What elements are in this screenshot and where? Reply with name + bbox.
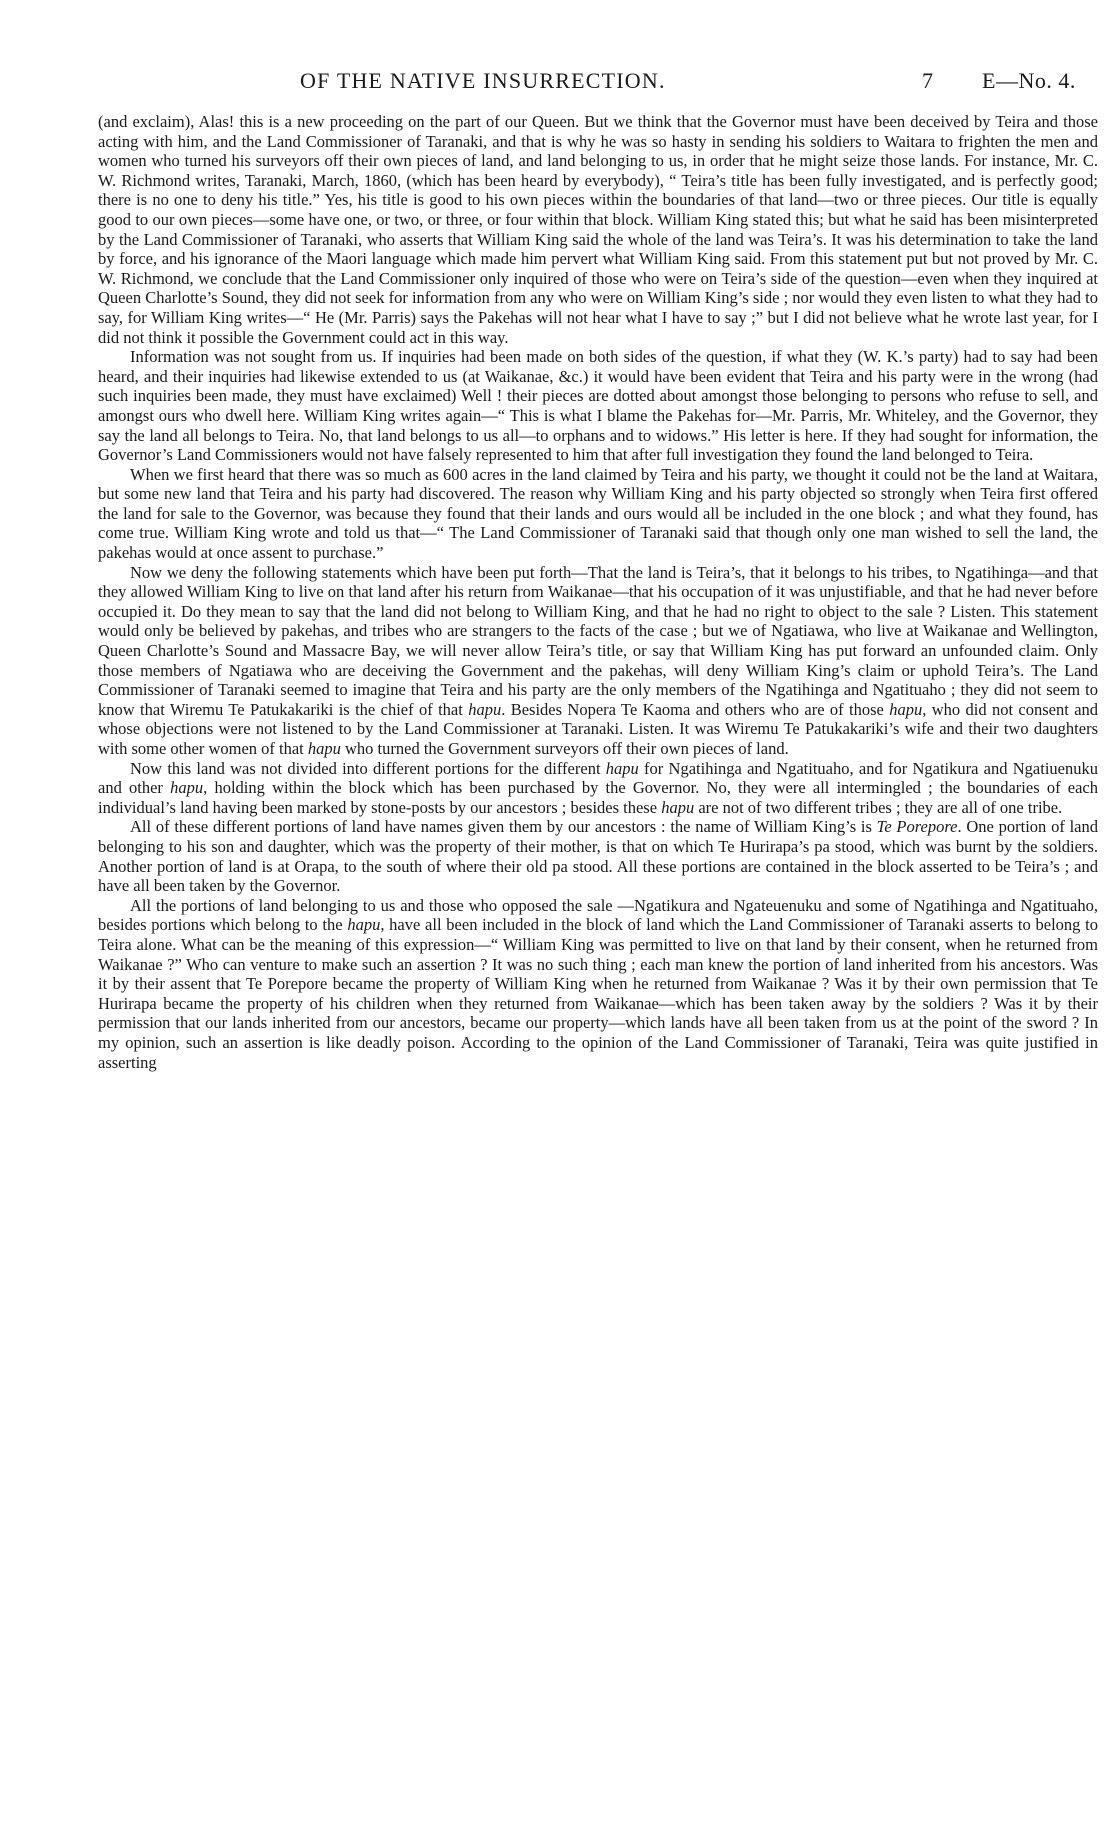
running-title: OF THE NATIVE INSURRECTION. <box>300 68 666 93</box>
italic-term: hapu <box>661 797 695 817</box>
body-text <box>98 112 1098 1072</box>
paragraph: Now this land was not divided into different portions for the different hapu for Ngatihinga and Ngatituaho, and for Ngatikura and Ngatiuenuku and other hapu, holding within the block which has been purchased by the Governor. No, they were all intermingled ; the boundaries of each individual’s land having been marked by stone-posts by our ancestors ; besides these hapu are not of two different tribes ; they are all of one tribe. <box>98 758 1098 817</box>
paragraph: When we first heard that there was so much as 600 acres in the land claimed by Teira and his party, we thought it could not be the land at Waitara, but some new land that Teira and his party had discovered. The reason why William King and his party objected so strongly when Teira first offered the land for sale to the Governor, was because they found that their lands and ours would all be included in the one block ; and what they found, has come true. William King wrote and told us that—“ The Land Commissioner of Taranaki said that though only one man wished to sell the land, the pakehas would at once assent to purchase.” <box>98 464 1098 563</box>
italic-term: hapu <box>468 699 502 719</box>
paragraph: (and exclaim), Alas! this is a new proceeding on the part of our Queen. But we think that the Governor must have been deceived by Teira and those acting with him, and the Land Commissioner of Taranaki, and that is why he was so hasty in sending his soldiers to Waitara to frighten the men and women who turned his surveyors off their own pieces of land, and land belonging to us, in order that he might seize those lands. For instance, Mr. C. W. Richmond writes, Taranaki, March, 1860, (which has been heard by everybody), “ Teira’s title has been fully investigated, and is perfectly good; there is no one to deny his title.” Yes, his title is good to his own pieces within the boundaries of that land—two or three pieces. Our title is equally good to our own pieces—some have one, or two, or three, or four within that block. William King stated this; but what he said has been misinterpreted by the Land Commissioner of Taranaki, who asserts that William King said the whole of the land was Teira’s. It was his determination to take the land by force, and his ignorance of the Maori language which made him pervert what William King said. From this statement put but not proved by Mr. C. W. Richmond, we conclude that the Land Commissioner only inquired of those who were on Teira’s side of the question—even when they inquired at Queen Charlotte’s Sound, they did not seek for information from any who were on William King’s side ; nor would they even listen to what they had to say, for William King writes—“ He (Mr. Parris) says the Pakehas will not hear what I have to say ;” but I did not believe what he wrote last year, for I did not think it possible the Government could act in this way. <box>98 112 1098 347</box>
paragraph: All of these different portions of land have names given them by our ancestors : the name of William King’s is Te Porepore. One portion of land belonging to his son and daughter, which was the property of their mother, is that on which Te Hurirapa’s pa stood, which was burnt by the soldiers. Another portion of land is at Orapa, to the south of where their old pa stood. All these portions are contained in the block asserted to be Teira’s ; and have all been taken by the Governor. <box>98 817 1098 896</box>
italic-term: hapu <box>605 758 639 778</box>
italic-term: hapu <box>889 699 923 719</box>
italic-term: Te Porepore <box>876 817 958 837</box>
italic-term: hapu <box>170 778 204 798</box>
italic-term: hapu <box>307 739 341 758</box>
page-number: 7 <box>922 68 933 93</box>
paragraph: Information was not sought from us. If inquiries had been made on both sides of the question, if what they (W. K.’s party) had to say had been heard, and their inquiries had likewise extended to us (at Waikanae, &c.) it would have been evident that Teira and his party were in the wrong (had such inquiries been made, they must have exclaimed) Well ! their pieces are dotted about amongst those belonging to persons who refuse to sell, and amongst ours who dwell here. William King writes again—“ This is what I blame the Pakehas for—Mr. Parris, Mr. Whiteley, and the Governor, they say the land all belongs to Teira. No, that land belongs to us all—to orphans and to widows.” His letter is here. If they had sought for information, the Governor’s Land Commissioners would not have falsely represented to him that after full investigation they found the land belonged to Teira. <box>98 347 1098 465</box>
paragraph: All the portions of land belonging to us and those who opposed the sale —Ngatikura and Ngateuenuku and some of Ngatihinga and Ngatituaho, besides portions which belong to the hapu, have all been included in the block of land which the Land Commissioner of Taranaki asserts to belong to Teira alone. What can be the meaning of this expression—“ William King was permitted to live on that land by their consent, when he returned from Waikanae ?” Who can venture to make such an assertion ? It was no such thing ; each man knew the portion of land inherited from his ancestors. Was it by their assent that Te Porepore became the property of William King when he returned from Waikanae ? Was it by their own permission that Te Hurirapa became the property of his children when they returned from Waikanae—which has been taken away by the soldiers ? Was it by their permission that our lands inherited from our ancestors, became our property—which lands have all been taken from us at the point of the sword ? In my opinion, such an assertion is like deadly poison. According to the opinion of the Land Commissioner of Taranaki, Teira was quite justified in asserting <box>98 895 1098 1072</box>
page-header <box>0 68 1114 104</box>
italic-term: hapu <box>347 915 381 935</box>
document-reference: E—No. 4. <box>982 68 1076 93</box>
paragraph: Now we deny the following statements which have been put forth—That the land is Teira’s, that it belongs to his tribes, to Ngatihinga—and that they allowed William King to live on that land after his return from Waikanae—that his occupation of it was unjustifiable, and that he had never before occupied it. Do they mean to say that the land did not belong to William King, and that he had no right to object to the sale ? Listen. This statement would only be believed by pakehas, and tribes who are strangers to the facts of the case ; but we of Ngatiawa, who live at Waikanae and Wellington, Queen Charlotte’s Sound and Massacre Bay, we will never allow Teira’s title, or say that William King has put forward an unfounded claim. Only those members of Ngatiawa who are deceiving the Government and the pakehas, will deny William King’s claim or uphold Teira’s. The Land Commissioner of Taranaki seemed to imagine that Teira and his party are the only members of the Ngatihinga and Ngatituaho ; they did not seem to know that Wiremu Te Patukakariki is the chief of that hapu. Besides Nopera Te Kaoma and others who are of those hapu, who did not consent and whose objections were not listened to by the Land Commissioner at Taranaki. Listen. It was Wiremu Te Patukakariki’s wife and their two daughters with some other women of that hapu who turned the Government surveyors off their own pieces of land. <box>98 562 1099 758</box>
